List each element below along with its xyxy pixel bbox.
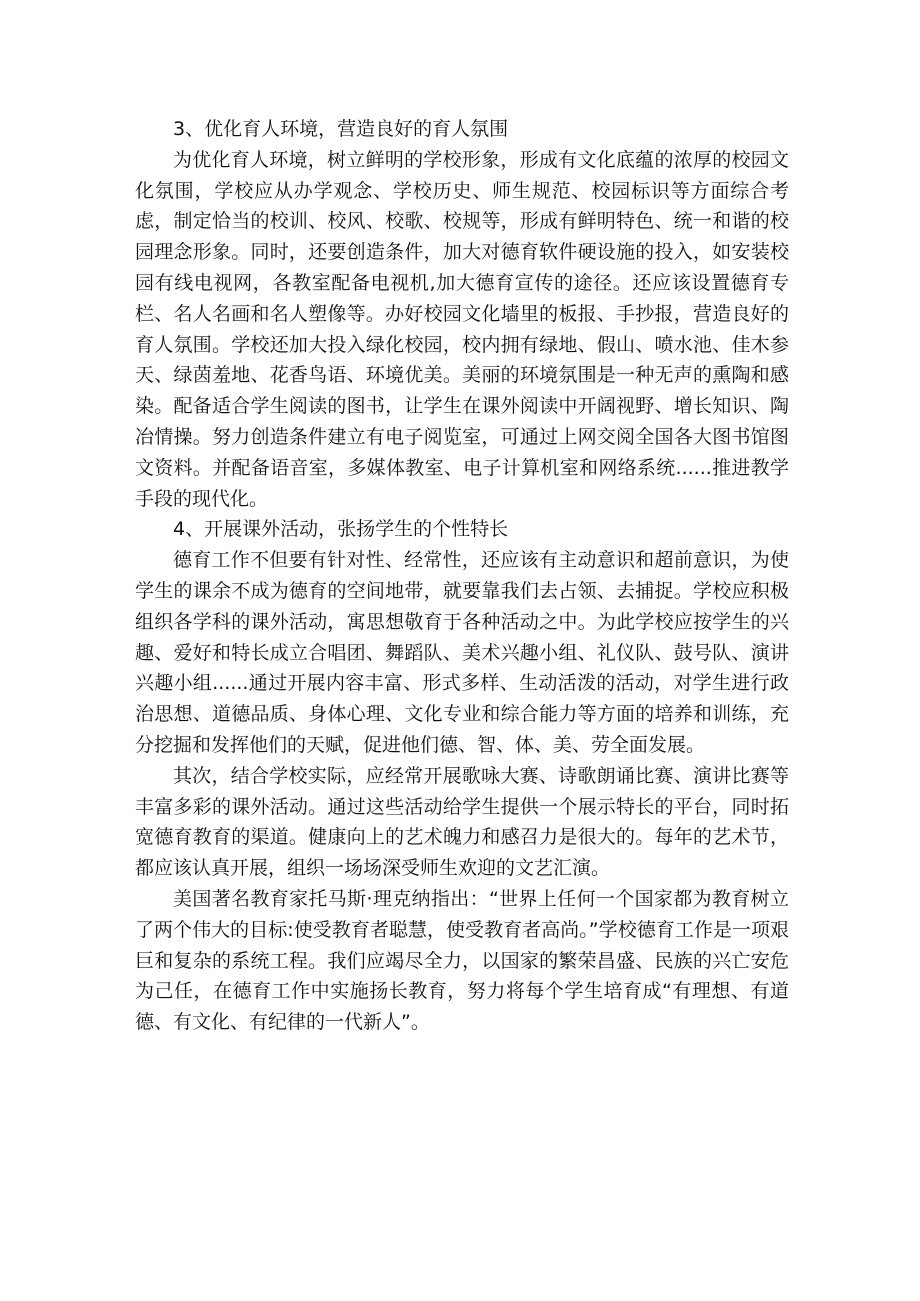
paragraph-conclusion: 美国著名教育家托马斯·理克纳指出：“世界上任何一个国家都为教育树立了两个伟大的目标:使受教育者聪慧，使受教育者高尚。”学校德育工作是一项艰巨和复杂的系统工程。我们应竭尽全力，以国家的繁荣昌盛、民族的兴亡安危为己任，在德育工作中实施扬长教育，努力将每个学生培育成“有理想、有道德、有文化、有纪律的一代新人”。 [135, 887, 789, 1034]
paragraph-environment: 为优化育人环境，树立鲜明的学校形象，形成有文化底蕴的浓厚的校园文化氛围，学校应从办学观念、学校历史、师生规范、校园标识等方面综合考虑，制定恰当的校训、校风、校歌、校规等，形成有鲜明特色、统一和谐的校园理念形象。同时，还要创造条件，加大对德育软件硬设施的投入，如安装校园有线电视网，各教室配备电视机,加大德育宣传的途径。还应该设置德育专栏、名人名画和名人塑像等。办好校园文化墙里的板报、手抄报，营造良好的育人氛围。学校还加大投入绿化校园，校内拥有绿地、假山、喷水池、佳木参天、绿茵羞地、花香鸟语、环境优美。美丽的环境氛围是一种无声的熏陶和感染。配备适合学生阅读的图书，让学生在课外阅读中开阔视野、增长知识、陶冶情操。努力创造条件建立有电子阅览室，可通过上网交阅全国各大图书馆图文资料。并配备语音室，多媒体教室、电子计算机室和网络系统......推进教学手段的现代化。 [135, 148, 789, 510]
section-heading-3: 3、优化育人环境，营造良好的育人氛围 [173, 118, 509, 140]
paragraph-extracurricular: 德育工作不但要有针对性、经常性，还应该有主动意识和超前意识，为使学生的课余不成为德育的空间地带，就要靠我们去占领、去捕捉。学校应积极组织各学科的课外活动，寓思想敬育于各种活动之中。为此学校应按学生的兴趣、爱好和特长成立合唱团、舞蹈队、美术兴趣小组、礼仪队、鼓号队、演讲兴趣小组......通过开展内容丰富、形式多样、生动活泼的活动，对学生进行政治思想、道德品质、身体心理、文化专业和综合能力等方面的培养和训练，充分挖掘和发挥他们的天赋，促进他们德、智、体、美、劳全面发展。 [135, 549, 789, 756]
paragraph-activities: 其次，结合学校实际，应经常开展歌咏大赛、诗歌朗诵比赛、演讲比赛等丰富多彩的课外活动。通过这些活动给学生提供一个展示特长的平台，同时拓宽德育教育的渠道。健康向上的艺术魄力和感召力是很大的。每年的艺术节，都应该认真开展，组织一场场深受师生欢迎的文艺汇演。 [135, 764, 789, 880]
document-body [135, 114, 789, 1038]
section-heading-4: 4、开展课外活动，张扬学生的个性特长 [173, 518, 509, 541]
